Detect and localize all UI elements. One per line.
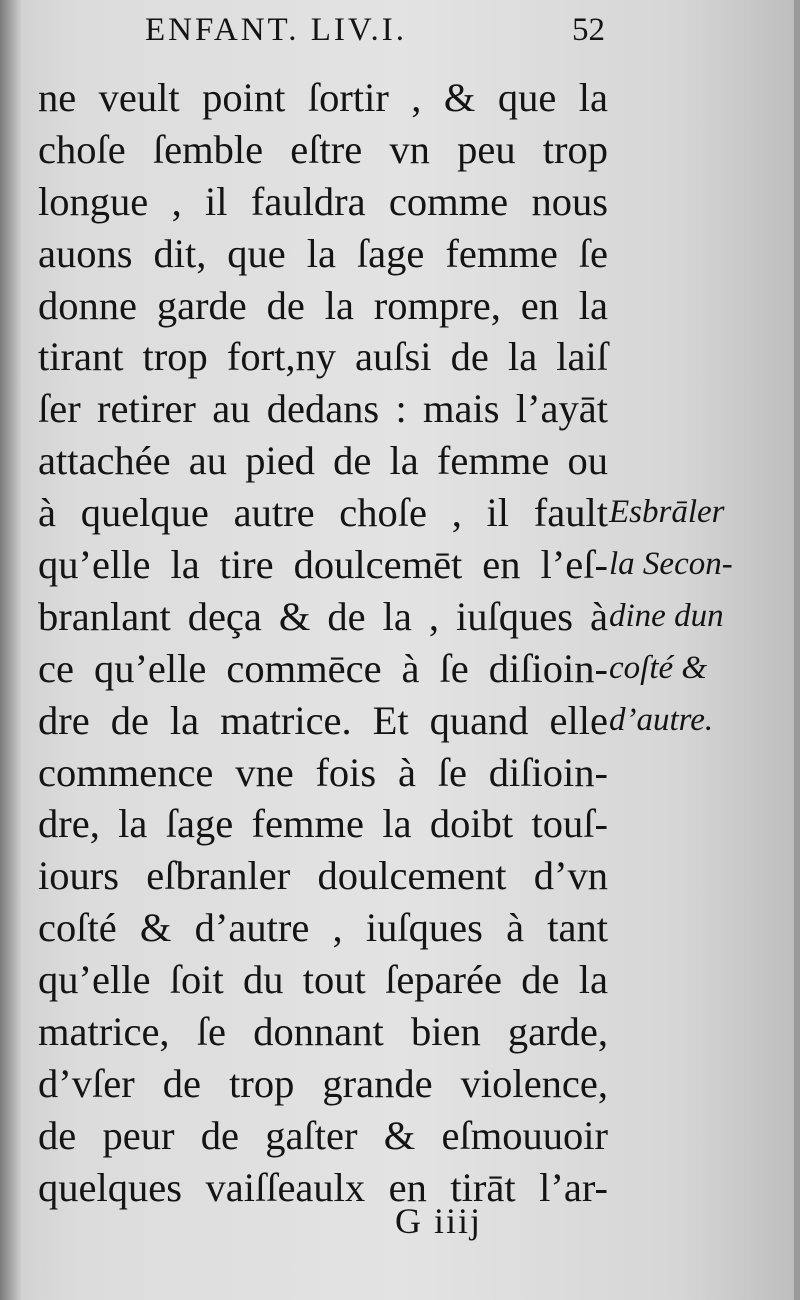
running-head: ENFANT. LIV.I. [145, 12, 407, 48]
text-line: de peur de gaſter & eſmouuoir [38, 1112, 608, 1158]
marginal-note-line: d’autre. [609, 701, 714, 738]
marginal-note-line: Esbrāler [609, 494, 725, 530]
text-line: donne garde de la rompre, en la [38, 282, 608, 328]
text-line: ſer retirer au dedans : mais l’ayāt [38, 386, 608, 432]
text-line: iours eſbranler doulcement d’vn [38, 853, 608, 899]
text-line: qu’elle la tire doulcemēt en l’eſ- [38, 542, 608, 588]
marginal-note-line: dine dun [609, 597, 724, 634]
main-text-block [38, 72, 608, 1214]
page-number: 52 [572, 12, 605, 48]
text-line: ce qu’elle commēce à ſe diſioin- [38, 645, 608, 691]
page-header [145, 12, 605, 62]
page-edge [794, 0, 800, 1300]
text-line: coſté & d’autre , iuſques à tant [38, 905, 608, 951]
signature-mark: G iiij [395, 1201, 483, 1241]
text-line: longue , il fauldra comme nous [38, 178, 608, 224]
text-line: attachée au pied de la femme ou [38, 438, 608, 484]
text-line: ne veult point ſortir , & que la [38, 75, 608, 120]
marginal-note-line: coſté & [609, 649, 708, 686]
text-line: commence vne fois à ſe diſioin- [38, 749, 608, 795]
text-line: branlant deça & de la , iuſques à [38, 593, 608, 639]
text-line: dre de la matrice. Et quand elle [38, 697, 608, 743]
text-line: tirant trop fort,ny auſsi de la laiſ [38, 334, 608, 380]
marginal-note [609, 487, 794, 746]
marginal-note-line: la Secon- [609, 545, 733, 582]
text-line: auons dit, que la ſage femme ſe [38, 230, 608, 276]
text-line: qu’elle ſoit du tout ſeparée de la [38, 957, 608, 1003]
text-line: matrice, ſe donnant bien garde, [38, 1009, 608, 1055]
text-line: choſe ſemble eſtre vn peu trop [38, 126, 608, 172]
text-line: d’vſer de trop grande violence, [38, 1060, 608, 1106]
text-line: à quelque autre choſe , il fault [38, 490, 608, 536]
text-line: quelques vaiſſeaulx en tirāt l’ar- [38, 1164, 608, 1210]
text-line: dre, la ſage femme la doibt touſ- [38, 801, 608, 847]
gutter-shadow [0, 0, 22, 1300]
